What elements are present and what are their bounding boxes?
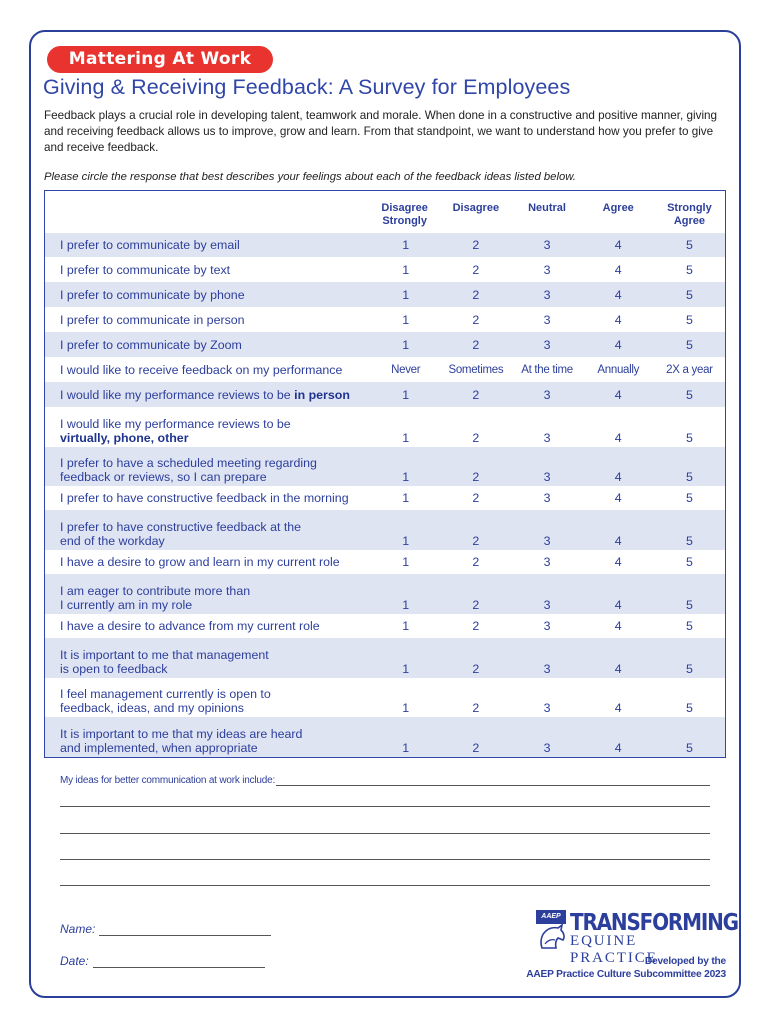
- response-option[interactable]: 1: [402, 431, 410, 445]
- response-option[interactable]: 5: [685, 312, 693, 327]
- response-option[interactable]: 3: [543, 262, 551, 277]
- response-option[interactable]: 3: [543, 287, 551, 302]
- response-option[interactable]: 3: [543, 701, 551, 715]
- response-option[interactable]: Sometimes: [448, 363, 504, 376]
- response-option[interactable]: 5: [685, 387, 693, 402]
- response-option[interactable]: 5: [685, 534, 693, 548]
- survey-row: [45, 233, 725, 257]
- response-option[interactable]: 2: [472, 491, 480, 505]
- response-option[interactable]: 1: [402, 470, 410, 484]
- ideas-line-2[interactable]: [60, 806, 710, 807]
- header-disagree: Disagree: [452, 202, 500, 214]
- intro-paragraph: Feedback plays a crucial role in developing talent, teamwork and morale. When done in a constructive and positive manner, giving and receiving feedback allows us to improve, grow and learn. From that standpoint, we want to understand how you prefer to give and receive feedback.: [44, 109, 718, 154]
- response-option[interactable]: 5: [685, 619, 693, 633]
- survey-question: I prefer to communicate by Zoom: [60, 337, 242, 352]
- response-option[interactable]: 4: [614, 238, 622, 252]
- survey-header-row: [45, 191, 725, 233]
- date-label: Date:: [60, 954, 89, 968]
- response-option[interactable]: At the time: [521, 363, 573, 376]
- survey-question: I feel management currently is open to feedback, ideas, and my opinions: [60, 687, 271, 715]
- response-option[interactable]: 3: [543, 662, 551, 676]
- survey-question: I prefer to communicate by phone: [60, 287, 245, 302]
- survey-question: I prefer to communicate by email: [60, 238, 240, 252]
- response-option[interactable]: 2: [472, 387, 480, 402]
- survey-rows: [45, 233, 725, 757]
- survey-row: [45, 614, 725, 638]
- response-option[interactable]: 5: [685, 701, 693, 715]
- survey-question: I am eager to contribute more than I currently am in my role: [60, 584, 251, 612]
- response-option[interactable]: 4: [614, 470, 622, 484]
- response-option[interactable]: 2: [472, 470, 480, 484]
- survey-row: [45, 357, 725, 382]
- survey-question: It is important to me that management is open to feedback: [60, 648, 269, 676]
- response-option[interactable]: 2: [472, 337, 480, 352]
- response-option[interactable]: 3: [543, 491, 551, 505]
- ideas-line-3[interactable]: [60, 833, 710, 834]
- ideas-line-1[interactable]: [276, 776, 710, 786]
- response-option[interactable]: 2: [472, 555, 480, 569]
- response-option[interactable]: 4: [614, 555, 622, 569]
- response-option[interactable]: 4: [614, 337, 622, 352]
- response-option[interactable]: 1: [402, 701, 410, 715]
- ideas-label: My ideas for better communication at work include:: [60, 775, 276, 786]
- survey-question: I would like my performance reviews to be in person: [60, 387, 350, 402]
- survey-question: I prefer to communicate in person: [60, 312, 245, 327]
- response-option[interactable]: 5: [685, 287, 693, 302]
- response-option[interactable]: 4: [614, 701, 622, 715]
- response-option[interactable]: 5: [685, 470, 693, 484]
- response-option[interactable]: 2: [472, 431, 480, 445]
- question-column-header: [45, 191, 369, 233]
- response-option[interactable]: 1: [402, 534, 410, 548]
- survey-row: [45, 574, 725, 614]
- response-option[interactable]: 3: [543, 741, 551, 755]
- response-option[interactable]: 5: [685, 662, 693, 676]
- date-input-line[interactable]: [93, 956, 265, 968]
- response-option[interactable]: 2: [472, 619, 480, 633]
- name-label: Name:: [60, 922, 96, 936]
- response-option[interactable]: 1: [402, 312, 410, 327]
- survey-row: [45, 717, 725, 757]
- response-option[interactable]: 1: [402, 555, 410, 569]
- response-option[interactable]: 4: [614, 741, 622, 755]
- survey-question: I have a desire to grow and learn in my current role: [60, 555, 340, 569]
- page-title: Giving & Receiving Feedback: A Survey for Employees: [43, 75, 571, 99]
- survey-row: [45, 332, 725, 357]
- response-option[interactable]: 5: [685, 741, 693, 755]
- credit-text: Developed by the AAEP Practice Culture Subcommittee 2023: [526, 956, 726, 980]
- header-agree: Agree: [602, 202, 634, 214]
- survey-row: [45, 510, 725, 550]
- response-option[interactable]: 2: [472, 238, 480, 252]
- survey-row: [45, 307, 725, 332]
- response-option[interactable]: 3: [543, 619, 551, 633]
- survey-question: I prefer to have constructive feedback in the morning: [60, 491, 349, 505]
- response-option[interactable]: 4: [614, 662, 622, 676]
- response-option[interactable]: 5: [685, 598, 693, 612]
- response-option[interactable]: 2: [472, 662, 480, 676]
- response-option[interactable]: 4: [614, 312, 622, 327]
- response-option[interactable]: 4: [614, 534, 622, 548]
- response-option[interactable]: 3: [543, 387, 551, 402]
- survey-question: I prefer to communicate by text: [60, 262, 231, 277]
- survey-row: [45, 257, 725, 282]
- response-option[interactable]: 1: [402, 337, 410, 352]
- aaep-mark: AAEP: [536, 910, 566, 924]
- name-input-line[interactable]: [99, 924, 271, 936]
- survey-row: [45, 407, 725, 447]
- response-option[interactable]: 3: [543, 534, 551, 548]
- instructions: Please circle the response that best describes your feelings about each of the feedback ideas listed below.: [44, 171, 576, 183]
- response-option[interactable]: 4: [614, 598, 622, 612]
- response-option[interactable]: 2: [472, 741, 480, 755]
- survey-row: [45, 282, 725, 307]
- response-option[interactable]: 5: [685, 431, 693, 445]
- survey-question: I would like to receive feedback on my performance: [60, 362, 343, 377]
- response-option[interactable]: 1: [402, 619, 410, 633]
- response-option[interactable]: 5: [685, 238, 693, 252]
- response-option[interactable]: 4: [614, 619, 622, 633]
- response-option[interactable]: 5: [685, 555, 693, 569]
- ideas-line-4[interactable]: [60, 859, 710, 860]
- response-option[interactable]: 3: [543, 598, 551, 612]
- response-option[interactable]: 2: [472, 262, 480, 277]
- response-option[interactable]: 1: [402, 598, 410, 612]
- response-option[interactable]: 3: [543, 238, 551, 252]
- survey-question: I would like my performance reviews to be virtually, phone, other: [60, 417, 291, 445]
- date-field: [60, 954, 265, 968]
- survey-question: I prefer to have constructive feedback at the end of the workday: [60, 520, 302, 548]
- survey-question: I prefer to have a scheduled meeting regarding feedback or reviews, so I can prepare: [60, 456, 317, 484]
- survey-row: [45, 678, 725, 717]
- response-option[interactable]: 1: [402, 741, 410, 755]
- response-option[interactable]: 1: [402, 387, 410, 402]
- response-option[interactable]: 2: [472, 534, 480, 548]
- response-option[interactable]: 3: [543, 337, 551, 352]
- survey-row: [45, 638, 725, 678]
- response-option[interactable]: 3: [543, 312, 551, 327]
- header-disagree-strongly: Disagree Strongly: [381, 202, 428, 227]
- response-option[interactable]: 4: [614, 431, 622, 445]
- logo-wordmark: TRANSFORMING: [570, 908, 738, 936]
- survey-row: [45, 486, 725, 510]
- response-option[interactable]: Never: [391, 363, 421, 376]
- response-option[interactable]: 2: [472, 287, 480, 302]
- survey-row: [45, 550, 725, 574]
- response-option[interactable]: 2: [472, 701, 480, 715]
- survey-row: [45, 382, 725, 407]
- survey-question: It is important to me that my ideas are heard and implemented, when appropriate: [60, 727, 303, 755]
- response-option[interactable]: 1: [402, 662, 410, 676]
- header-strongly-agree: Strongly Agree: [667, 202, 712, 227]
- horse-head-icon: [536, 922, 568, 952]
- response-option[interactable]: 2: [472, 312, 480, 327]
- response-option[interactable]: 4: [614, 491, 622, 505]
- ideas-line-5[interactable]: [60, 885, 710, 886]
- header-neutral: Neutral: [528, 202, 566, 214]
- response-option[interactable]: 5: [685, 262, 693, 277]
- response-option[interactable]: Annually: [597, 363, 640, 376]
- response-option[interactable]: 4: [614, 387, 622, 402]
- response-option[interactable]: 2X a year: [666, 363, 713, 376]
- response-option[interactable]: 1: [402, 262, 410, 277]
- category-badge: Mattering At Work: [47, 46, 273, 73]
- ideas-section: [60, 772, 710, 786]
- logo-subtitle: EQUINE PRACTICE: [570, 933, 658, 966]
- response-option[interactable]: 1: [402, 287, 410, 302]
- survey-table: [44, 190, 726, 758]
- response-option[interactable]: 1: [402, 491, 410, 505]
- response-option[interactable]: 3: [543, 470, 551, 484]
- response-option[interactable]: 5: [685, 491, 693, 505]
- survey-row: [45, 447, 725, 486]
- transforming-equine-practice-logo: [534, 908, 738, 966]
- response-option[interactable]: 1: [402, 238, 410, 252]
- response-option[interactable]: 5: [685, 337, 693, 352]
- response-option[interactable]: 4: [614, 262, 622, 277]
- response-option[interactable]: 2: [472, 598, 480, 612]
- response-option[interactable]: 3: [543, 431, 551, 445]
- response-option[interactable]: 3: [543, 555, 551, 569]
- survey-question: I have a desire to advance from my current role: [60, 619, 320, 633]
- name-field: [60, 922, 271, 936]
- response-option[interactable]: 4: [614, 287, 622, 302]
